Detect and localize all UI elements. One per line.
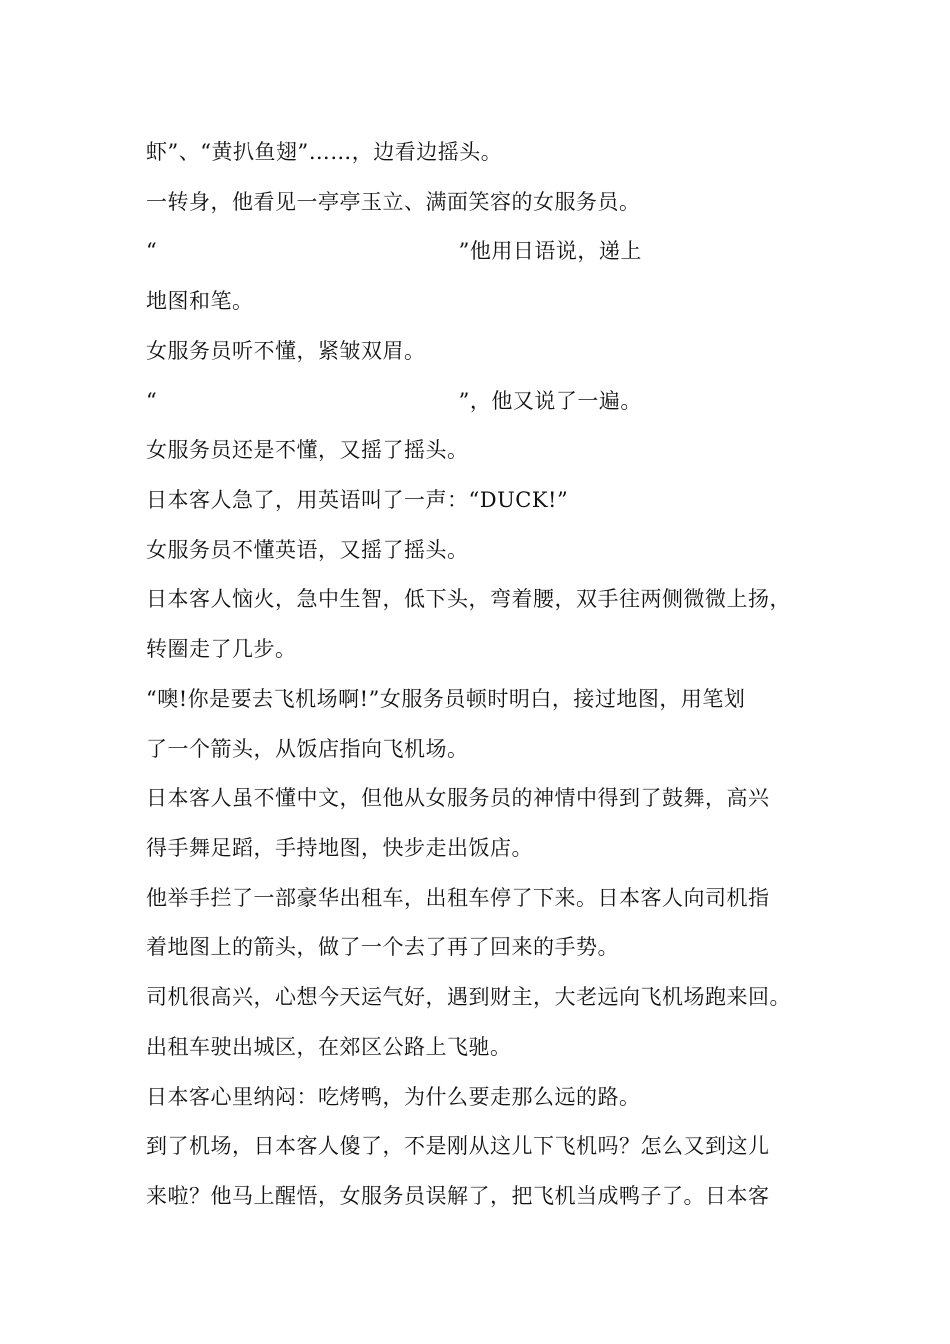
text-line: 着地图上的箭头，做了一个去了再了回来的手势。 bbox=[146, 935, 619, 959]
text-line: “ ”他用日语说，递上 bbox=[146, 239, 642, 263]
text-line: 他举手拦了一部豪华出租车，出租车停了下来。日本客人向司机指 bbox=[146, 886, 770, 910]
text-line: 得手舞足蹈，手持地图，快步走出饭店。 bbox=[146, 836, 533, 860]
text-line: 一转身，他看见一亭亭玉立、满面笑容的女服务员。 bbox=[146, 190, 641, 214]
text-line: 女服务员还是不懂，又摇了摇头。 bbox=[146, 438, 469, 462]
text-line: 转圈走了几步。 bbox=[146, 637, 297, 661]
text-line: “ ”，他又说了一遍。 bbox=[146, 389, 642, 413]
text-line: 司机很高兴，心想今天运气好，遇到财主，大老远向飞机场跑来回。 bbox=[146, 985, 791, 1009]
text-line: 日本客人虽不懂中文，但他从女服务员的神情中得到了鼓舞，高兴 bbox=[146, 786, 770, 810]
text-line: 来啦？他马上醒悟，女服务员误解了，把飞机当成鸭子了。日本客 bbox=[146, 1184, 770, 1208]
text-line: 虾”、“黄扒鱼翅”……，边看边摇头。 bbox=[146, 140, 503, 164]
text-line: 日本客人恼火，急中生智，低下头，弯着腰，双手往两侧微微上扬， bbox=[146, 587, 791, 611]
text-line: “噢!你是要去飞机场啊!”女服务员顿时明白，接过地图，用笔划 bbox=[146, 687, 746, 711]
text-line: 日本客人急了，用英语叫了一声：“DUCK!” bbox=[146, 488, 569, 512]
text-line: 女服务员听不懂，紧皱双眉。 bbox=[146, 339, 426, 363]
text-line: 日本客心里纳闷：吃烤鸭，为什么要走那么远的路。 bbox=[146, 1085, 641, 1109]
text-line: 出租车驶出城区，在郊区公路上飞驰。 bbox=[146, 1035, 512, 1059]
text-line: 到了机场，日本客人傻了，不是刚从这儿下飞机吗？怎么又到这儿 bbox=[146, 1134, 770, 1158]
text-line: 了一个箭头，从饭店指向飞机场。 bbox=[146, 737, 469, 761]
text-line: 地图和笔。 bbox=[146, 289, 254, 313]
text-line: 女服务员不懂英语，又摇了摇头。 bbox=[146, 538, 469, 562]
